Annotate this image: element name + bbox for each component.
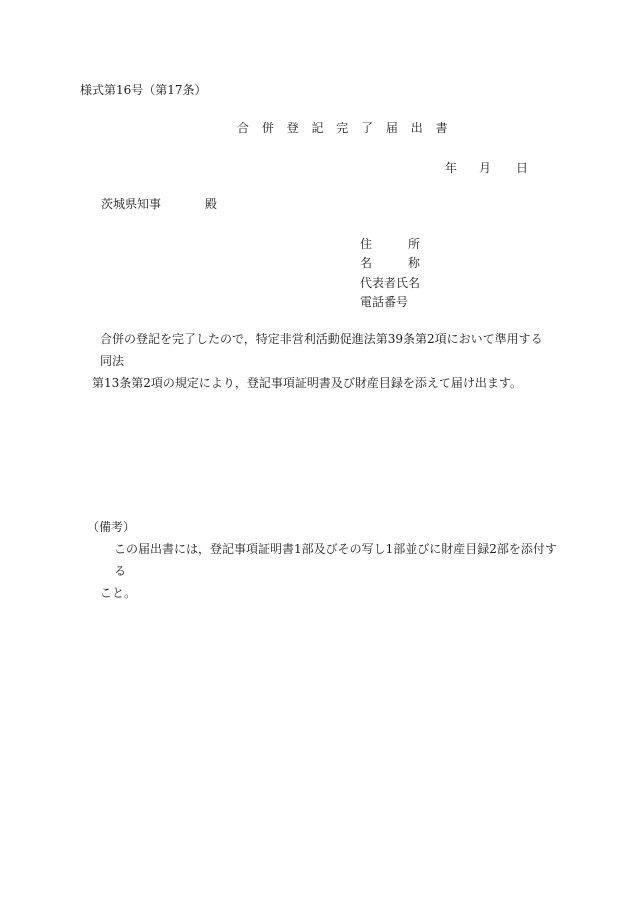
addressee — [101, 196, 217, 212]
body-text — [92, 328, 552, 394]
date-month-label: 月 — [479, 161, 492, 175]
phone-label: 電話番号 — [360, 294, 409, 309]
remarks-line-2: こと。 — [100, 586, 137, 600]
date-line — [445, 160, 528, 176]
body-line-2: 第13条第2項の規定により，登記事項証明書及び財産目録を添えて届け出ます。 — [92, 376, 522, 390]
addressee-name: 茨城県知事 — [101, 197, 162, 211]
remarks-heading: （備考） — [87, 520, 136, 534]
date-day-label: 日 — [516, 161, 529, 175]
remarks-text — [100, 538, 560, 604]
remarks-line-1: この届出書には，登記事項証明書1部及びその写し1部並びに財産目録2部を添付する — [114, 542, 557, 578]
document-title: 合 併 登 記 完 了 届 出 書 — [237, 121, 453, 135]
applicant-block — [360, 236, 420, 313]
form-number: 様式第16号（第17条） — [80, 83, 207, 97]
address-label: 住所 — [360, 237, 420, 251]
representative-label: 代表者氏名 — [360, 275, 421, 290]
date-year-label: 年 — [445, 161, 458, 175]
body-line-1: 合併の登記を完了したので，特定非営利活動促進法第39条第2項において準用する同法 — [100, 332, 543, 368]
addressee-honorific: 殿 — [205, 197, 218, 211]
name-label: 名称 — [360, 256, 420, 271]
